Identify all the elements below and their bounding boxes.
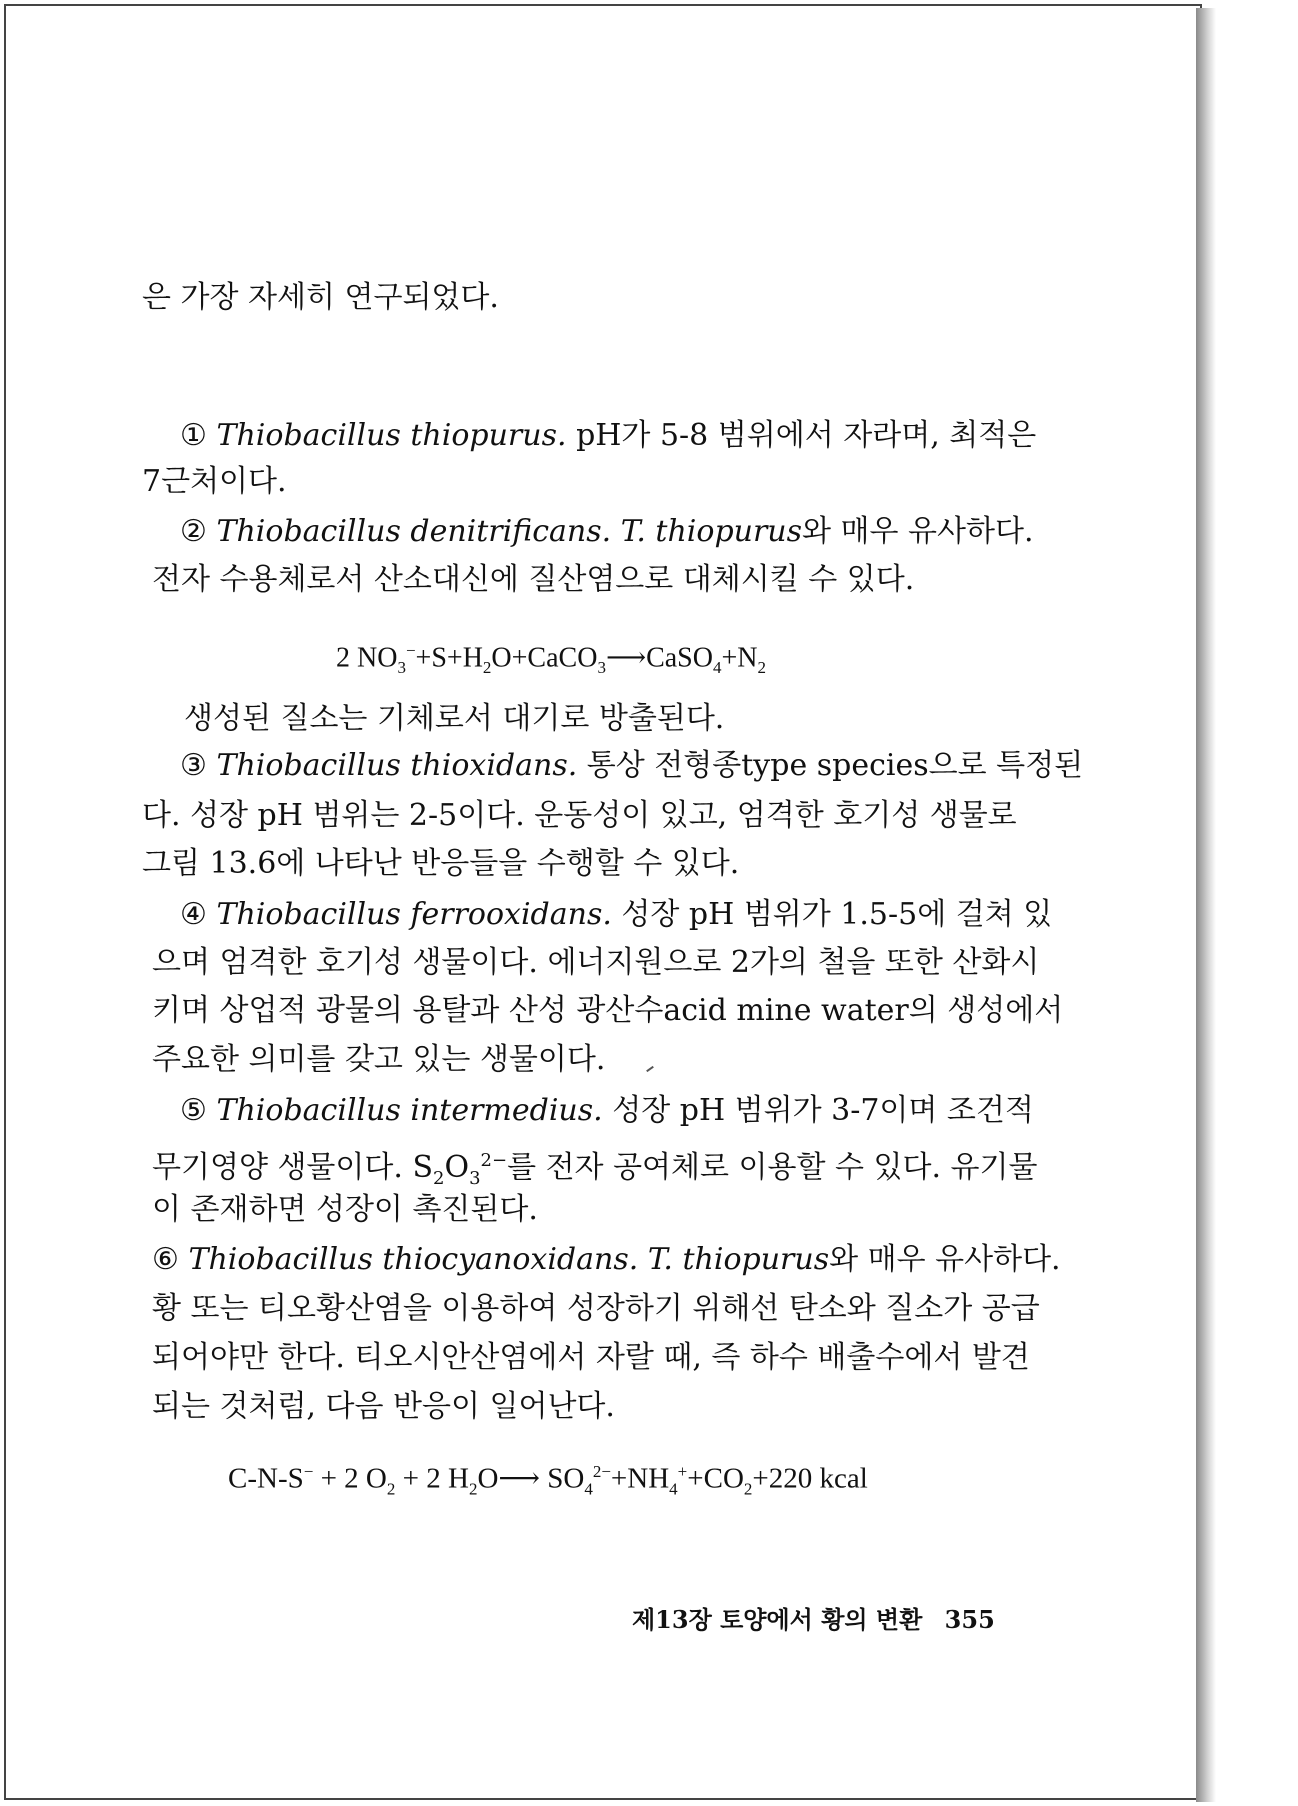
eq2-term-d: O [477, 1462, 499, 1495]
eq2-sub-g: 2 [743, 1479, 753, 1499]
eq1-term-b: +S+H [415, 642, 483, 674]
eq2-term-c: + 2 H [395, 1462, 469, 1495]
eq2-sub-c: 2 [468, 1479, 478, 1499]
equation-2 [228, 1452, 868, 1509]
item-3-line-1 [180, 746, 1083, 786]
item-5-line-1 [180, 1091, 1034, 1131]
eq2-term-h: +220 kcal [752, 1462, 868, 1495]
item-5-number: ⑤ [180, 1093, 207, 1128]
eq1-term-e: +N [721, 642, 758, 674]
item-3-line-2: 다. 성장 pH 범위는 2-5이다. 운동성이 있고, 엄격한 호기성 생물로 [142, 798, 1017, 833]
item-1-line-2: 7근처이다. [142, 464, 287, 499]
eq1-sub-d: 4 [712, 657, 722, 677]
item-3-number: ③ [180, 748, 207, 783]
item-2-line-2: 전자 수용체로서 산소대신에 질산염으로 대체시킬 수 있다. [152, 562, 915, 597]
eq2-sup-e: 2− [592, 1462, 611, 1481]
item-3-rest: 통상 전형종type species으로 특정된 [577, 748, 1084, 783]
item-1-species: Thiobacillus thiopurus. [216, 418, 567, 453]
running-footer [632, 1600, 995, 1635]
item-5-sup: 2− [480, 1150, 508, 1171]
item-4-line-1 [180, 895, 1052, 935]
item-4-species: Thiobacillus ferrooxidans. [216, 897, 612, 932]
item-5-sub-2: 3 [469, 1168, 481, 1189]
item-2-rest: 와 매우 유사하다. [802, 514, 1034, 549]
item-2-line-1 [180, 512, 1034, 552]
item-3-species: Thiobacillus thioxidans. [216, 748, 578, 783]
eq1-sub-c: 3 [597, 657, 606, 677]
item-4-number: ④ [180, 897, 207, 932]
eq2-sup-a: − [303, 1462, 314, 1481]
item-6-line-1 [152, 1240, 1061, 1280]
item-4-line-3: 키며 상업적 광물의 용탈과 산성 광산수acid mine water의 생성에서 [152, 993, 1064, 1028]
item-2-species: Thiobacillus denitrificans. [216, 514, 612, 549]
item-3-line-3: 그림 13.6에 나타난 반응들을 수행할 수 있다. [142, 846, 740, 881]
page-edge-shadow [1196, 8, 1216, 1802]
eq2-term-b: + 2 O [313, 1462, 387, 1495]
eq2-arrow: ⟶ [498, 1462, 540, 1495]
item-2-reference: T. thiopurus [620, 514, 803, 549]
item-2-number: ② [180, 514, 207, 549]
item-6-species: Thiobacillus thiocyanoxidans. [188, 1242, 639, 1277]
eq2-sub-b: 2 [386, 1479, 396, 1499]
eq2-term-g: +CO [687, 1462, 744, 1495]
item-5-line-2-a: 무기영양 생물이다. S [152, 1150, 433, 1185]
eq2-term-e: SO [539, 1462, 585, 1495]
eq2-term-a: C-N-S [228, 1462, 304, 1495]
eq1-sub-e: 2 [757, 657, 766, 677]
item-5-species: Thiobacillus intermedius. [216, 1093, 603, 1128]
item-5-sub-1: 2 [433, 1168, 445, 1189]
eq1-sup-a: − [405, 641, 416, 660]
eq2-sub-e: 4 [584, 1479, 593, 1499]
item-1-number: ① [180, 418, 207, 453]
intro-line: 은 가장 자세히 연구되었다. [142, 280, 499, 315]
eq1-term-a: 2 NO [336, 642, 398, 674]
eq2-sub-f: 4 [669, 1479, 678, 1499]
item-6-line-3: 되어야만 한다. 티오시안산염에서 자랄 때, 즉 하수 배출수에서 발견 [152, 1340, 1030, 1375]
after-equation-1: 생성된 질소는 기체로서 대기로 방출된다. [184, 701, 725, 736]
item-6-line-2: 황 또는 티오황산염을 이용하여 성장하기 위해선 탄소와 질소가 공급 [152, 1291, 1040, 1326]
item-5-line-2-b: O [444, 1150, 470, 1185]
eq1-term-c: O+CaCO [491, 642, 598, 674]
chapter-title: 제13장 토양에서 황의 변환 [632, 1605, 923, 1634]
page-number: 355 [944, 1605, 995, 1634]
item-6-rest: 와 매우 유사하다. [829, 1242, 1061, 1277]
item-6-number: ⑥ [152, 1242, 179, 1277]
item-4-rest: 성장 pH 범위가 1.5-5에 걸쳐 있 [611, 897, 1053, 932]
item-4-line-4: 주요한 의미를 갖고 있는 생물이다. [152, 1042, 606, 1077]
item-4-line-2: 으며 엄격한 호기성 생물이다. 에너지원으로 2가의 철을 또한 산화시 [152, 945, 1040, 980]
item-6-reference: T. thiopurus [647, 1242, 830, 1277]
eq1-arrow: ⟶ [605, 642, 647, 674]
eq2-sup-f: + [677, 1462, 688, 1481]
eq1-sub-b: 2 [482, 657, 492, 677]
equation-1 [336, 631, 766, 688]
eq1-sub-a: 3 [397, 657, 406, 677]
eq2-term-f: +NH [610, 1462, 670, 1495]
item-1-rest: pH가 5-8 범위에서 자라며, 최적은 [566, 418, 1037, 453]
item-1-line-1 [180, 416, 1036, 456]
item-5-line-3: 이 존재하면 성장이 촉진된다. [152, 1192, 538, 1227]
item-6-line-4: 되는 것처럼, 다음 반응이 일어난다. [152, 1389, 615, 1424]
eq1-term-d: CaSO [646, 642, 713, 674]
item-5-rest: 성장 pH 범위가 3-7이며 조건적 [602, 1093, 1034, 1128]
item-5-line-2-c: 를 전자 공여체로 이용할 수 있다. 유기물 [507, 1150, 1038, 1185]
